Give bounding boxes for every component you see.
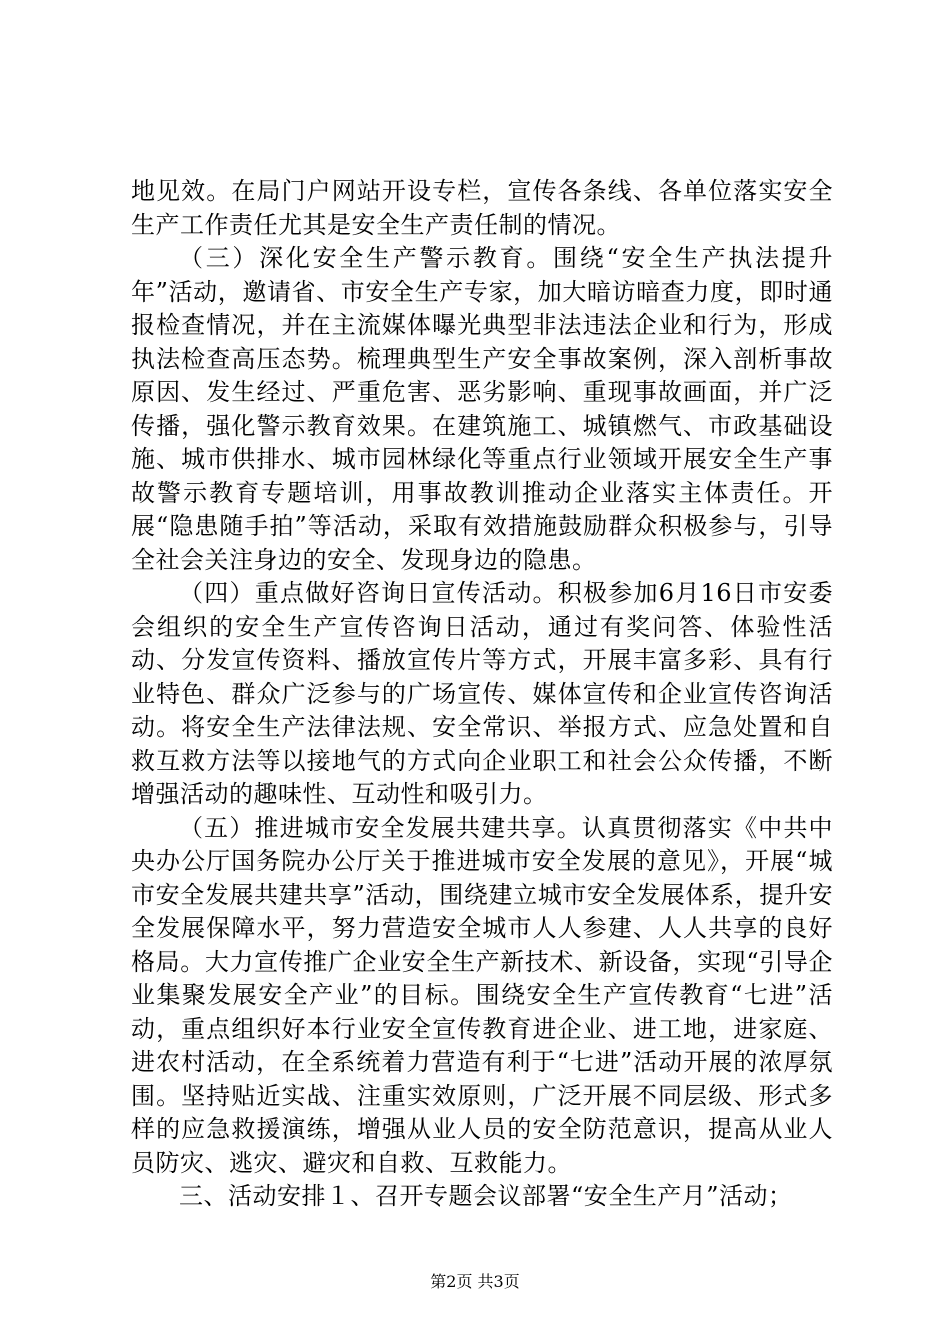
paragraph-section-3: （三）深化安全生产警示教育。围绕“安全生产执法提升年”活动，邀请省、市安全生产专家，加大暗访暗查力度，即时通报检查情况，并在主流媒体曝光典型非法违法企业和行为，形成执法检查高压态势。梳理典型生产安全事故案例，深入剖析事故原因、发生经过、严重危害、恶劣影响、重现事故画面，并广泛传播，强化警示教育效果。在建筑施工、城镇燃气、市政基础设施、城市供排水、城市园林绿化等重点行业领域开展安全生产事故警示教育专题培训，用事故教训推动企业落实主体责任。开展“隐患随手拍”等活动，采取有效措施鼓励群众积极参与，引导全社会关注身边的安全、发现身边的隐患。 — [131, 244, 833, 574]
document-body — [131, 175, 833, 1214]
paragraph-section-4: （四）重点做好咨询日宣传活动。积极参加6月16日市安委会组织的安全生产宣传咨询日活动，通过有奖问答、体验性活动、分发宣传资料、播放宣传片等方式，开展丰富多彩、具有行业特色、群众广泛参与的广场宣传、媒体宣传和企业宣传咨询活动。将安全生产法律法规、安全常识、举报方式、应急处置和自救互救方法等以接地气的方式向企业职工和社会公众传播，不断增强活动的趣味性、互动性和吸引力。 — [131, 579, 833, 808]
paragraph-section-5: （五）推进城市安全发展共建共享。认真贯彻落实《中共中央办公厅国务院办公厅关于推进城市安全发展的意见》，开展“城市安全发展共建共享”活动，围绕建立城市安全发展体系，提升安全发展保障水平，努力营造安全城市人人参建、人人共享的良好格局。大力宣传推广企业安全生产新技术、新设备，实现“引导企业集聚发展安全产业”的目标。围绕安全生产宣传教育“七进”活动，重点组织好本行业安全宣传教育进企业、进工地，进家庭、进农村活动，在全系统着力营造有利于“七进”活动开展的浓厚氛围。坚持贴近实战、注重实效原则，广泛开展不同层级、形式多样的应急救援演练，增强从业人员的安全防范意识，提高从业人员防灾、逃灾、避灾和自救、互救能力。 — [131, 813, 833, 1177]
page-footer: 第2页 共3页 — [430, 1272, 520, 1291]
paragraph-activity-arrangement: 三、活动安排１、召开专题会议部署“安全生产月”活动； — [179, 1182, 793, 1210]
paragraph-continuation: 地见效。在局门户网站开设专栏，宣传各条线、各单位落实安全生产工作责任尤其是安全生产责任制的情况。 — [131, 177, 833, 239]
